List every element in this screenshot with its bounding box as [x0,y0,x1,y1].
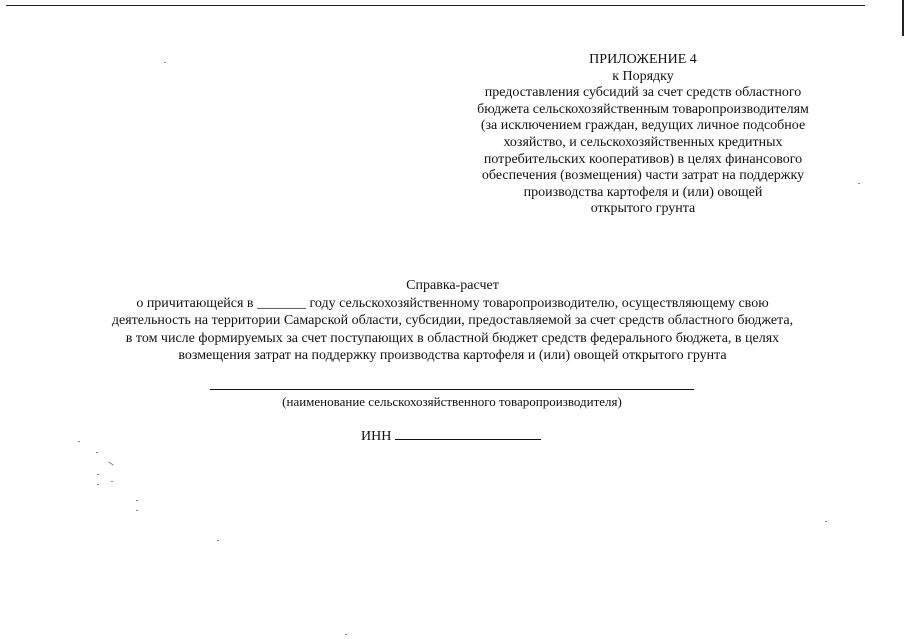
appendix-line: обеспечения (возмещения) части затрат на поддержку [481,168,805,184]
scan-speck [825,521,827,522]
scan-speck [97,474,99,475]
scan-speck [345,634,347,635]
appendix-number: ПРИЛОЖЕНИЕ 4 [589,52,697,67]
scan-speck [97,484,99,485]
appendix-line: производства картофеля и (или) овощей [523,184,763,200]
scan-speck [78,441,80,442]
inn-row [361,427,541,445]
scan-border-top [6,5,865,6]
appendix-line: потребительских кооперативов) в целях финансового [483,151,803,167]
appendix-line: (за исключением граждан, ведущих личное подсобное [480,118,806,134]
scan-speck [217,540,219,541]
inn-blank[interactable] [395,427,541,440]
appendix-line: к Порядку [612,68,674,84]
scan-speck [96,452,98,453]
scan-speck [136,510,138,511]
document-subtitle-line: в том числе формируемых за счет поступающих в областной бюджет средств федерального бюджета, в целях [125,330,780,346]
document-subtitle-line: возмещения затрат на поддержку производства картофеля и (или) овощей открытого грунта [178,348,727,363]
appendix-line: хозяйство, и сельскохозяйственных кредитных [503,134,783,150]
document-title: Справка-расчет [406,278,499,293]
scan-speck [108,461,113,465]
inn-label: ИНН [361,429,392,444]
document-subtitle-line: деятельность на территории Самарской области, субсидии, предоставляемой за счет средств областного бюджета, [111,313,794,328]
producer-name-blank[interactable] [210,389,694,390]
producer-name-caption: (наименование сельскохозяйственного товаропроизводителя) [282,394,622,409]
appendix-line: предоставления субсидий за счет средств областного [484,85,802,101]
scan-speck [858,183,860,184]
scan-speck [111,481,113,482]
scan-speck [136,500,138,501]
document-title-block [40,277,865,365]
appendix-line: бюджета сельскохозяйственным товаропроизводителям [477,101,809,117]
appendix-header [438,52,848,218]
scan-speck [164,62,166,63]
document-subtitle-line: о причитающейся в _______ году сельскохозяйственному товаропроизводителю, осуществляющему свою [136,295,769,311]
scan-border-right [902,0,904,36]
appendix-line: открытого грунта [590,201,696,217]
